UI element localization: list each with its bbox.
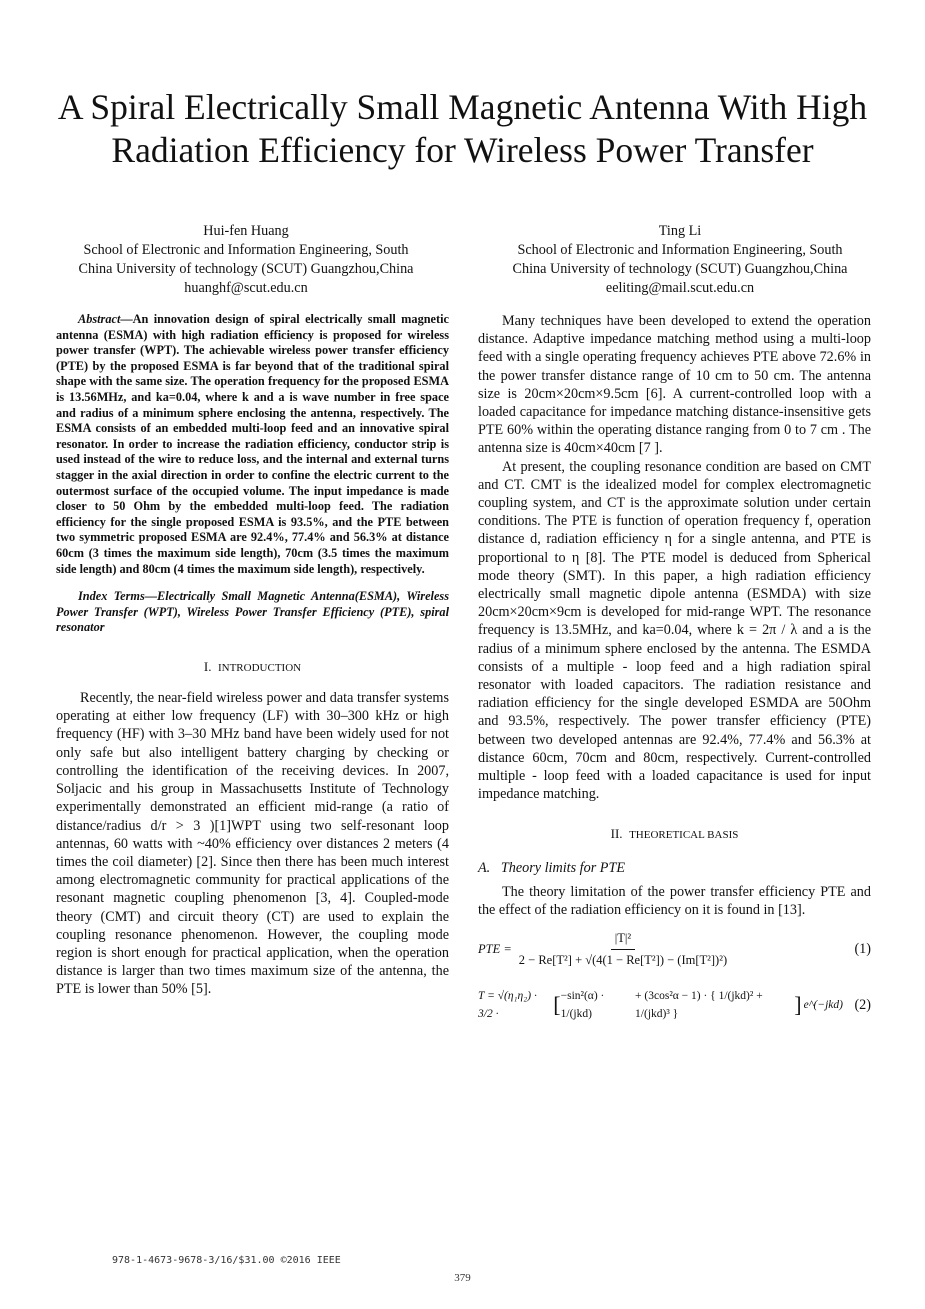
right-column bbox=[478, 312, 871, 1023]
author-email: huanghf@scut.edu.cn bbox=[184, 280, 308, 296]
author-affiliation: School of Electronic and Information Engineering, South bbox=[83, 242, 409, 258]
author-email: eeliting@mail.scut.edu.cn bbox=[605, 280, 755, 296]
section-heading-theoretical-basis bbox=[478, 825, 871, 844]
abstract bbox=[56, 312, 449, 577]
author-name: Hui-fen Huang bbox=[203, 223, 289, 239]
equation-numerator: |T|² bbox=[611, 929, 635, 949]
section-title: INTRODUCTION bbox=[217, 661, 302, 674]
section-number: II. bbox=[610, 826, 623, 842]
index-terms: Index Terms—Electrically Small Magnetic Antenna(ESMA), Wireless Power Transfer (WPT), Wireless Power Transfer Efficiency (PTE), spiral resonator bbox=[56, 589, 449, 635]
equation-term: −sin²(α) · 1/(jkd) bbox=[560, 989, 605, 1020]
equation-term: + (3cos²α − 1) · { 1/(jkd)² + 1/(jkd)³ } bbox=[635, 989, 763, 1020]
equation-lhs: PTE = bbox=[478, 941, 512, 956]
intro-paragraph: Recently, the near-field wireless power and data transfer systems operating at either low frequency (LF) with 30–300 kHz or high frequency (HF) with 3–30 MHz band have been widely used for not only safe but also intelligent battery charging by checking or controlling the identification of the receiving devices. In 2007, Soljacic and his group in Massachusetts Institute of Technology experimentally demonstrated an efficient mid-range (a ratio of distance/radius d/r > 3 )[1]WPT using two self-resonant loop antennas, 60 watts with ~40% efficiency over distances 2 meters (4 times the coil diameter) [2]. Since then there has been much interest among electromagnetic community for practical applications of the resonant magnetic coupling phenomenon [3, 4]. Coupled-mode theory (CMT) and circuit theory (CT) are used to explain the coupling resonance phenomenon. However, the coupling mode region is short enough for practical application, when the operation distance is larger than two times maximum size of the antenna, the PTE is lower than 50% [5]. bbox=[56, 690, 449, 998]
section-number: I. bbox=[203, 658, 212, 674]
subsection-heading bbox=[478, 859, 871, 877]
subsection-number: A. bbox=[478, 859, 491, 876]
equation-denominator: 2 − Re[T²] + √(4(1 − Re[T²]) − (Im[T²])²) bbox=[518, 952, 728, 967]
author-block-2 bbox=[480, 222, 880, 298]
author-affiliation: China University of technology (SCUT) Guangzhou,China bbox=[512, 261, 848, 277]
equation-bracket: [ bbox=[553, 991, 561, 1017]
author-block-1 bbox=[46, 222, 446, 298]
equation-number: (1) bbox=[854, 940, 871, 957]
author-name: Ting Li bbox=[658, 223, 702, 239]
equation-number: (2) bbox=[854, 996, 871, 1013]
abstract-text: —An innovation design of spiral electrically small magnetic antenna (ESMA) with high radiation efficiency is proposed for wireless power transfer (WPT). The achievable wireless power transfer efficiency (PTE) by the proposed ESMA is far beyond that of the traditional spiral shape with the same size. The operation frequency for the proposed ESMA is 13.56MHz, and ka=0.04, where k and a is wave number in free space and radius of a minimum sphere enclosing the antenna, respectively. The ESMA consists of an embedded multi-loop feed and an innovative spiral resonator. In order to increase the radiation efficiency, conductor strip is used instead of the wire to reduce loss, and the internal and external turns stagger in the axial direction in order to confine the electric current to the outermost surface of the occupied volume. The input impedance is made closer to 50 Ohm by the embedded multi-loop feed. The radiation efficiency for the single proposed ESMA is 93.5%, and the PTE between two symmetric proposed ESMA are 92.4%, 77.4% and 56.3% at distance 60cm (3 times the maximum side length), 70cm (3.5 times the maximum side length) and 80cm (4 times the maximum side length), respectively. bbox=[56, 312, 449, 576]
equation-1 bbox=[478, 929, 871, 968]
theory-paragraph: The theory limitation of the power transfer efficiency PTE and the effect of the radiation efficiency on it is found in [13]. bbox=[478, 883, 871, 919]
copyright-footer: 978-1-4673-9678-3/16/$31.00 ©2016 IEEE bbox=[112, 1255, 341, 1266]
equation-bracket: ] bbox=[794, 991, 802, 1017]
left-column bbox=[56, 312, 449, 999]
author-affiliation: School of Electronic and Information Engineering, South bbox=[517, 242, 843, 258]
equation-fraction bbox=[515, 929, 731, 968]
equation-2 bbox=[478, 987, 871, 1023]
section-title: THEORETICAL BASIS bbox=[629, 829, 739, 842]
abstract-label: Abstract bbox=[78, 312, 121, 326]
equation-exponential: e^(−jkd) bbox=[803, 998, 843, 1011]
body-paragraph: Many techniques have been developed to extend the operation distance. Adaptive impedance matching method using a multi-loop feed with a single operating frequency achieves PTE above 72.6% in the power transfer distance range of 10 cm to 50 cm. The antenna size is 20cm×20cm×9.5cm [6]. A current-controlled loop with a loaded capacitance for impedance matching distance-insensitive gets PTE 60% within the operating distance ranging from 0 to 7 cm . The antenna size is 40cm×40cm [7 ]. bbox=[478, 313, 871, 457]
body-paragraph: At present, the coupling resonance condition are based on CMT and CT. CMT is the idealized model for complex electromagnetic coupling system, and CT is the approximate solution under certain conditions. The PTE is function of operation frequency f, operation distance d, radiation efficiency η for a single antenna, and PTE is proportional to η [8]. The PTE model is deduced from Spherical mode theory (SMT). In this paper, a high radiation efficiency electrically small magnetic dipole antenna (ESMDA) with size 20cm×20cm×9cm is developed for mid-range WPT. The resonance frequency is 13.5MHz, and ka=0.04, where k = 2π / λ and a is the radius of a minimum sphere enclosed by the antenna. The ESMDA consists of a multiple - loop feed and a high radiation spiral resonator with loaded capacitors. The radiation resistance and radiation efficiency for the single developed ESMDA are 50Ohm and 93.5%, respectively. The power transfer efficiency (PTE) between two developed antennas are 92.4%, 77.4% and 56.3% at distance 60cm, 70cm and 80cm, respectively. Current-controlled multiple - loop feed with a loaded capacitance is used for input impedance matching. bbox=[478, 458, 871, 803]
author-affiliation: China University of technology (SCUT) Guangzhou,China bbox=[78, 261, 414, 277]
page-number: 379 bbox=[454, 1272, 471, 1284]
paper-title: A Spiral Electrically Small Magnetic Antenna With High Radiation Efficiency for Wireless Power Transfer bbox=[57, 87, 868, 170]
section-heading-introduction bbox=[56, 658, 449, 677]
equation-lhs: T = √(η₁η₂) · 3/2 · bbox=[478, 989, 537, 1020]
subsection-title: Theory limits for PTE bbox=[500, 859, 626, 876]
